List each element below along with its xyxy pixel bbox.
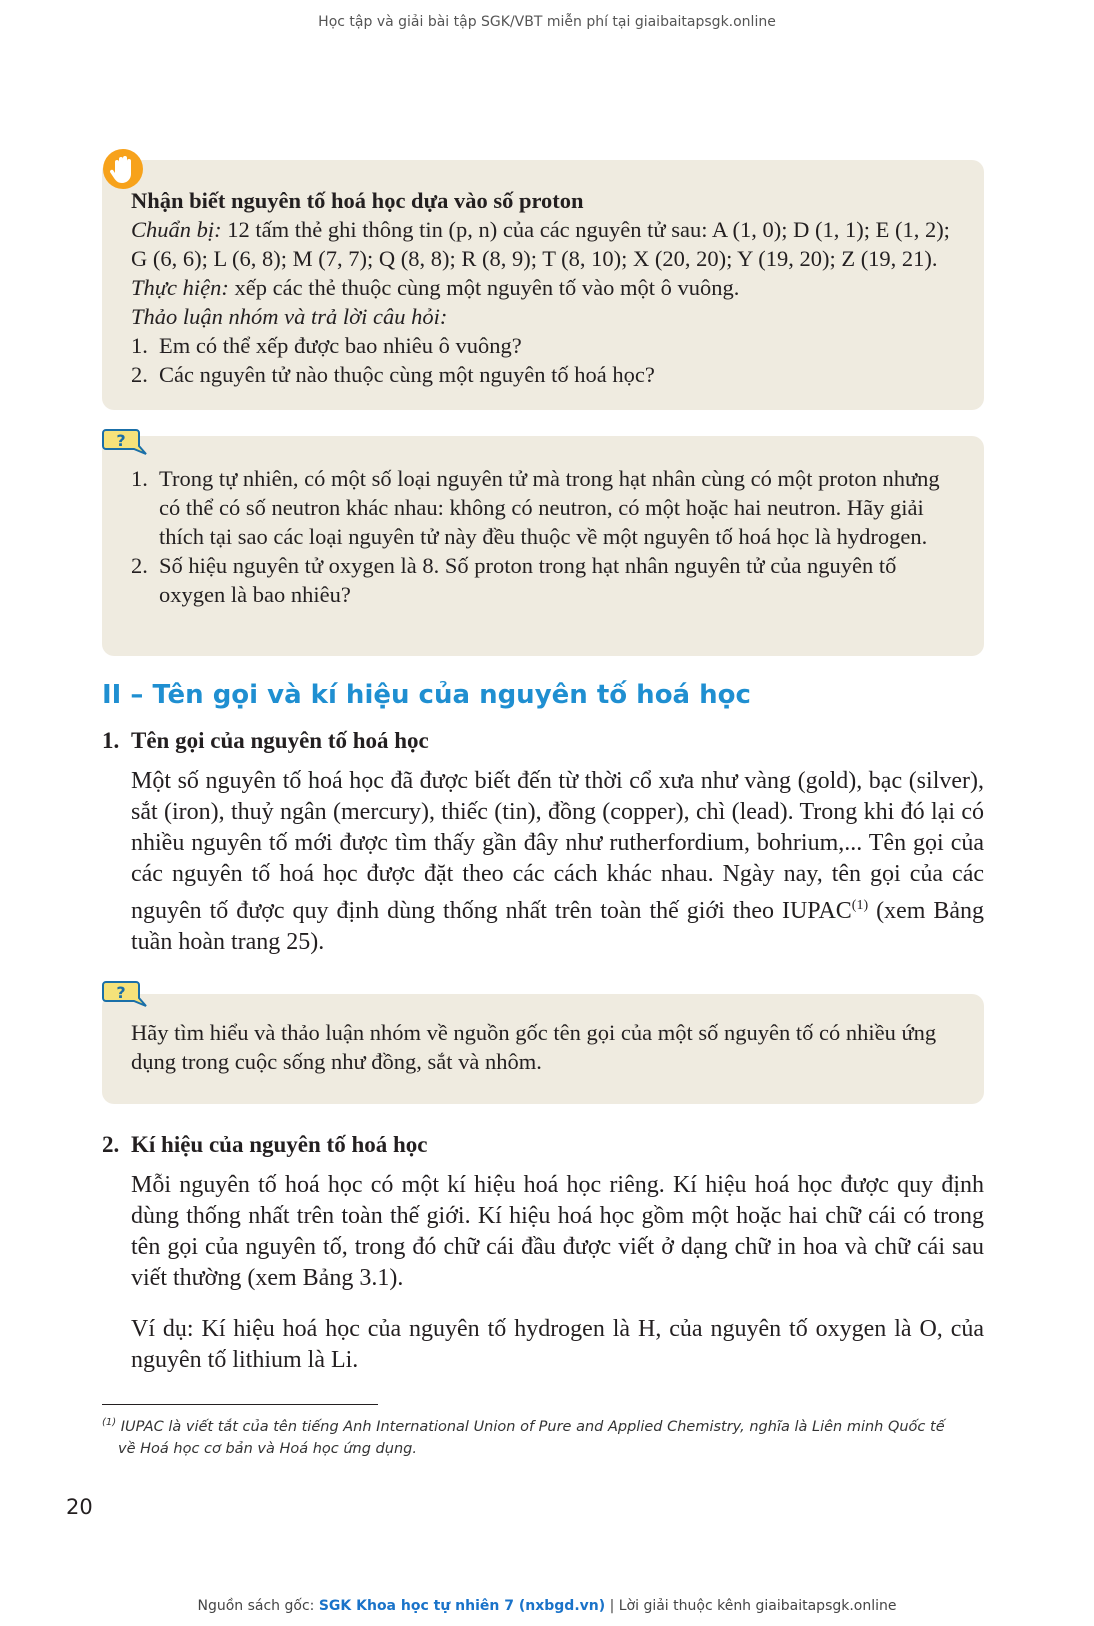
subsection-number: 2.	[102, 1132, 120, 1157]
activity-title: Nhận biết nguyên tố hoá học dựa vào số proton	[131, 188, 584, 213]
do-label: Thực hiện:	[131, 275, 229, 300]
footer-source-link[interactable]: SGK Khoa học tự nhiên 7 (nxbgd.vn)	[318, 1598, 606, 1614]
activity-list	[131, 331, 962, 389]
hand-icon	[102, 148, 144, 190]
item-text: Em có thể xếp được bao nhiêu ô vuông?	[159, 333, 522, 358]
section-heading: II – Tên gọi và kí hiệu của nguyên tố hoá học	[102, 680, 751, 710]
item-number: 1.	[131, 466, 148, 491]
item-text: Các nguyên tử nào thuộc cùng một nguyên tố hoá học?	[159, 362, 655, 387]
footer-suffix: | Lời giải thuộc kênh giaibaitapsgk.online	[605, 1598, 897, 1614]
list-item	[131, 331, 962, 360]
activity-box	[102, 160, 984, 410]
item-number: 2.	[131, 362, 148, 387]
footnote-divider	[102, 1404, 378, 1405]
subsection-title: Tên gọi của nguyên tố hoá học	[131, 728, 429, 753]
footnote-line: về Hoá học cơ bản và Hoá học ứng dụng.	[118, 1440, 417, 1457]
list-item	[131, 360, 962, 389]
subsection-title: Kí hiệu của nguyên tố hoá học	[131, 1132, 428, 1157]
footnote-line: IUPAC là viết tắt của tên tiếng Anh International Union of Pure and Applied Chemistry, nghĩa là Liên minh Quốc tế	[116, 1418, 945, 1435]
do-text: xếp các thẻ thuộc cùng một nguyên tố vào một ô vuông.	[228, 275, 740, 300]
page-number: 20	[66, 1495, 93, 1519]
page-footer-note	[0, 1598, 1094, 1614]
questions-box-1	[102, 436, 984, 656]
paragraph-example: Ví dụ: Kí hiệu hoá học của nguyên tố hydrogen là H, của nguyên tố oxygen là O, của nguyên tố lithium là Li.	[131, 1316, 984, 1373]
question-text: Hãy tìm hiểu và thảo luận nhóm về nguồn gốc tên gọi của một số nguyên tố có nhiều ứng dụng trong cuộc sống như đồng, sắt và nhôm.	[131, 1020, 937, 1074]
questions-box-2	[102, 994, 984, 1104]
svg-text:?: ?	[116, 983, 126, 1002]
footer-prefix: Nguồn sách gốc:	[197, 1598, 319, 1614]
item-text: Trong tự nhiên, có một số loại nguyên tử mà trong hạt nhân cùng có một proton nhưng có thể có số neutron khác nhau: không có neutron, có một hoặc hai neutron. Hãy giải thích tại sao các loại nguyên tử này đều thuộc về một nguyên tố hoá học là hydrogen.	[159, 466, 940, 549]
activity-discuss: Thảo luận nhóm và trả lời câu hỏi:	[131, 304, 448, 329]
activity-prep	[131, 215, 962, 273]
prep-label: Chuẩn bị:	[131, 217, 222, 242]
paragraph-symbols: Mỗi nguyên tố hoá học có một kí hiệu hoá học riêng. Kí hiệu hoá học được quy định dùng thống nhất trên toàn thế giới. Kí hiệu hoá học gồm một hoặc hai chữ cái có trong tên gọi của nguyên tố, trong đó chữ cái đầu được viết ở dạng chữ in hoa và chữ cái sau viết thường (xem Bảng 3.1).	[131, 1172, 984, 1291]
item-number: 1.	[131, 333, 148, 358]
subsection-number: 1.	[102, 728, 120, 753]
subsection-heading-names	[102, 728, 429, 754]
prep-text: 12 tấm thẻ ghi thông tin (p, n) của các nguyên tử sau: A (1, 0); D (1, 1); E (1, 2); G (6, 6); L (6, 8); M (7, 7); Q (8, 8); R (8, 9); T (8, 10); X (20, 20); Y (19, 20); Z (19, 21).	[131, 217, 950, 271]
paragraph-names	[131, 766, 984, 958]
footnote	[102, 1412, 962, 1460]
question-bubble-icon	[102, 428, 148, 462]
footnote-mark: (1)	[102, 1417, 117, 1428]
paragraph-text: (xem Bảng tuần hoàn trang 25).	[131, 898, 984, 955]
footnote-ref: (1)	[851, 898, 869, 913]
activity-do	[131, 273, 962, 302]
item-text: Số hiệu nguyên tử oxygen là 8. Số proton trong hạt nhân nguyên tử của nguyên tố oxygen là bao nhiêu?	[159, 553, 897, 607]
page-header-note: Học tập và giải bài tập SGK/VBT miễn phí tại giaibaitapsgk.online	[318, 14, 776, 30]
subsection-heading-symbols	[102, 1132, 428, 1158]
list-item	[131, 464, 962, 551]
item-number: 2.	[131, 553, 148, 578]
question-bubble-icon	[102, 980, 148, 1014]
svg-text:?: ?	[116, 431, 126, 450]
paragraph-text: Một số nguyên tố hoá học đã được biết đến từ thời cổ xưa như vàng (gold), bạc (silver), sắt (iron), thuỷ ngân (mercury), thiếc (tin), đồng (copper), chì (lead). Trong khi đó lại có nhiều nguyên tố mới được tìm thấy gần đây như rutherfordium, bohrium,... Tên gọi của các nguyên tố hoá học được đặt theo các cách khác nhau. Ngày nay, tên gọi của các nguyên tố được quy định dùng thống nhất trên toàn thế giới theo IUPAC	[131, 768, 984, 924]
questions-list-1	[131, 464, 962, 609]
list-item	[131, 551, 962, 609]
